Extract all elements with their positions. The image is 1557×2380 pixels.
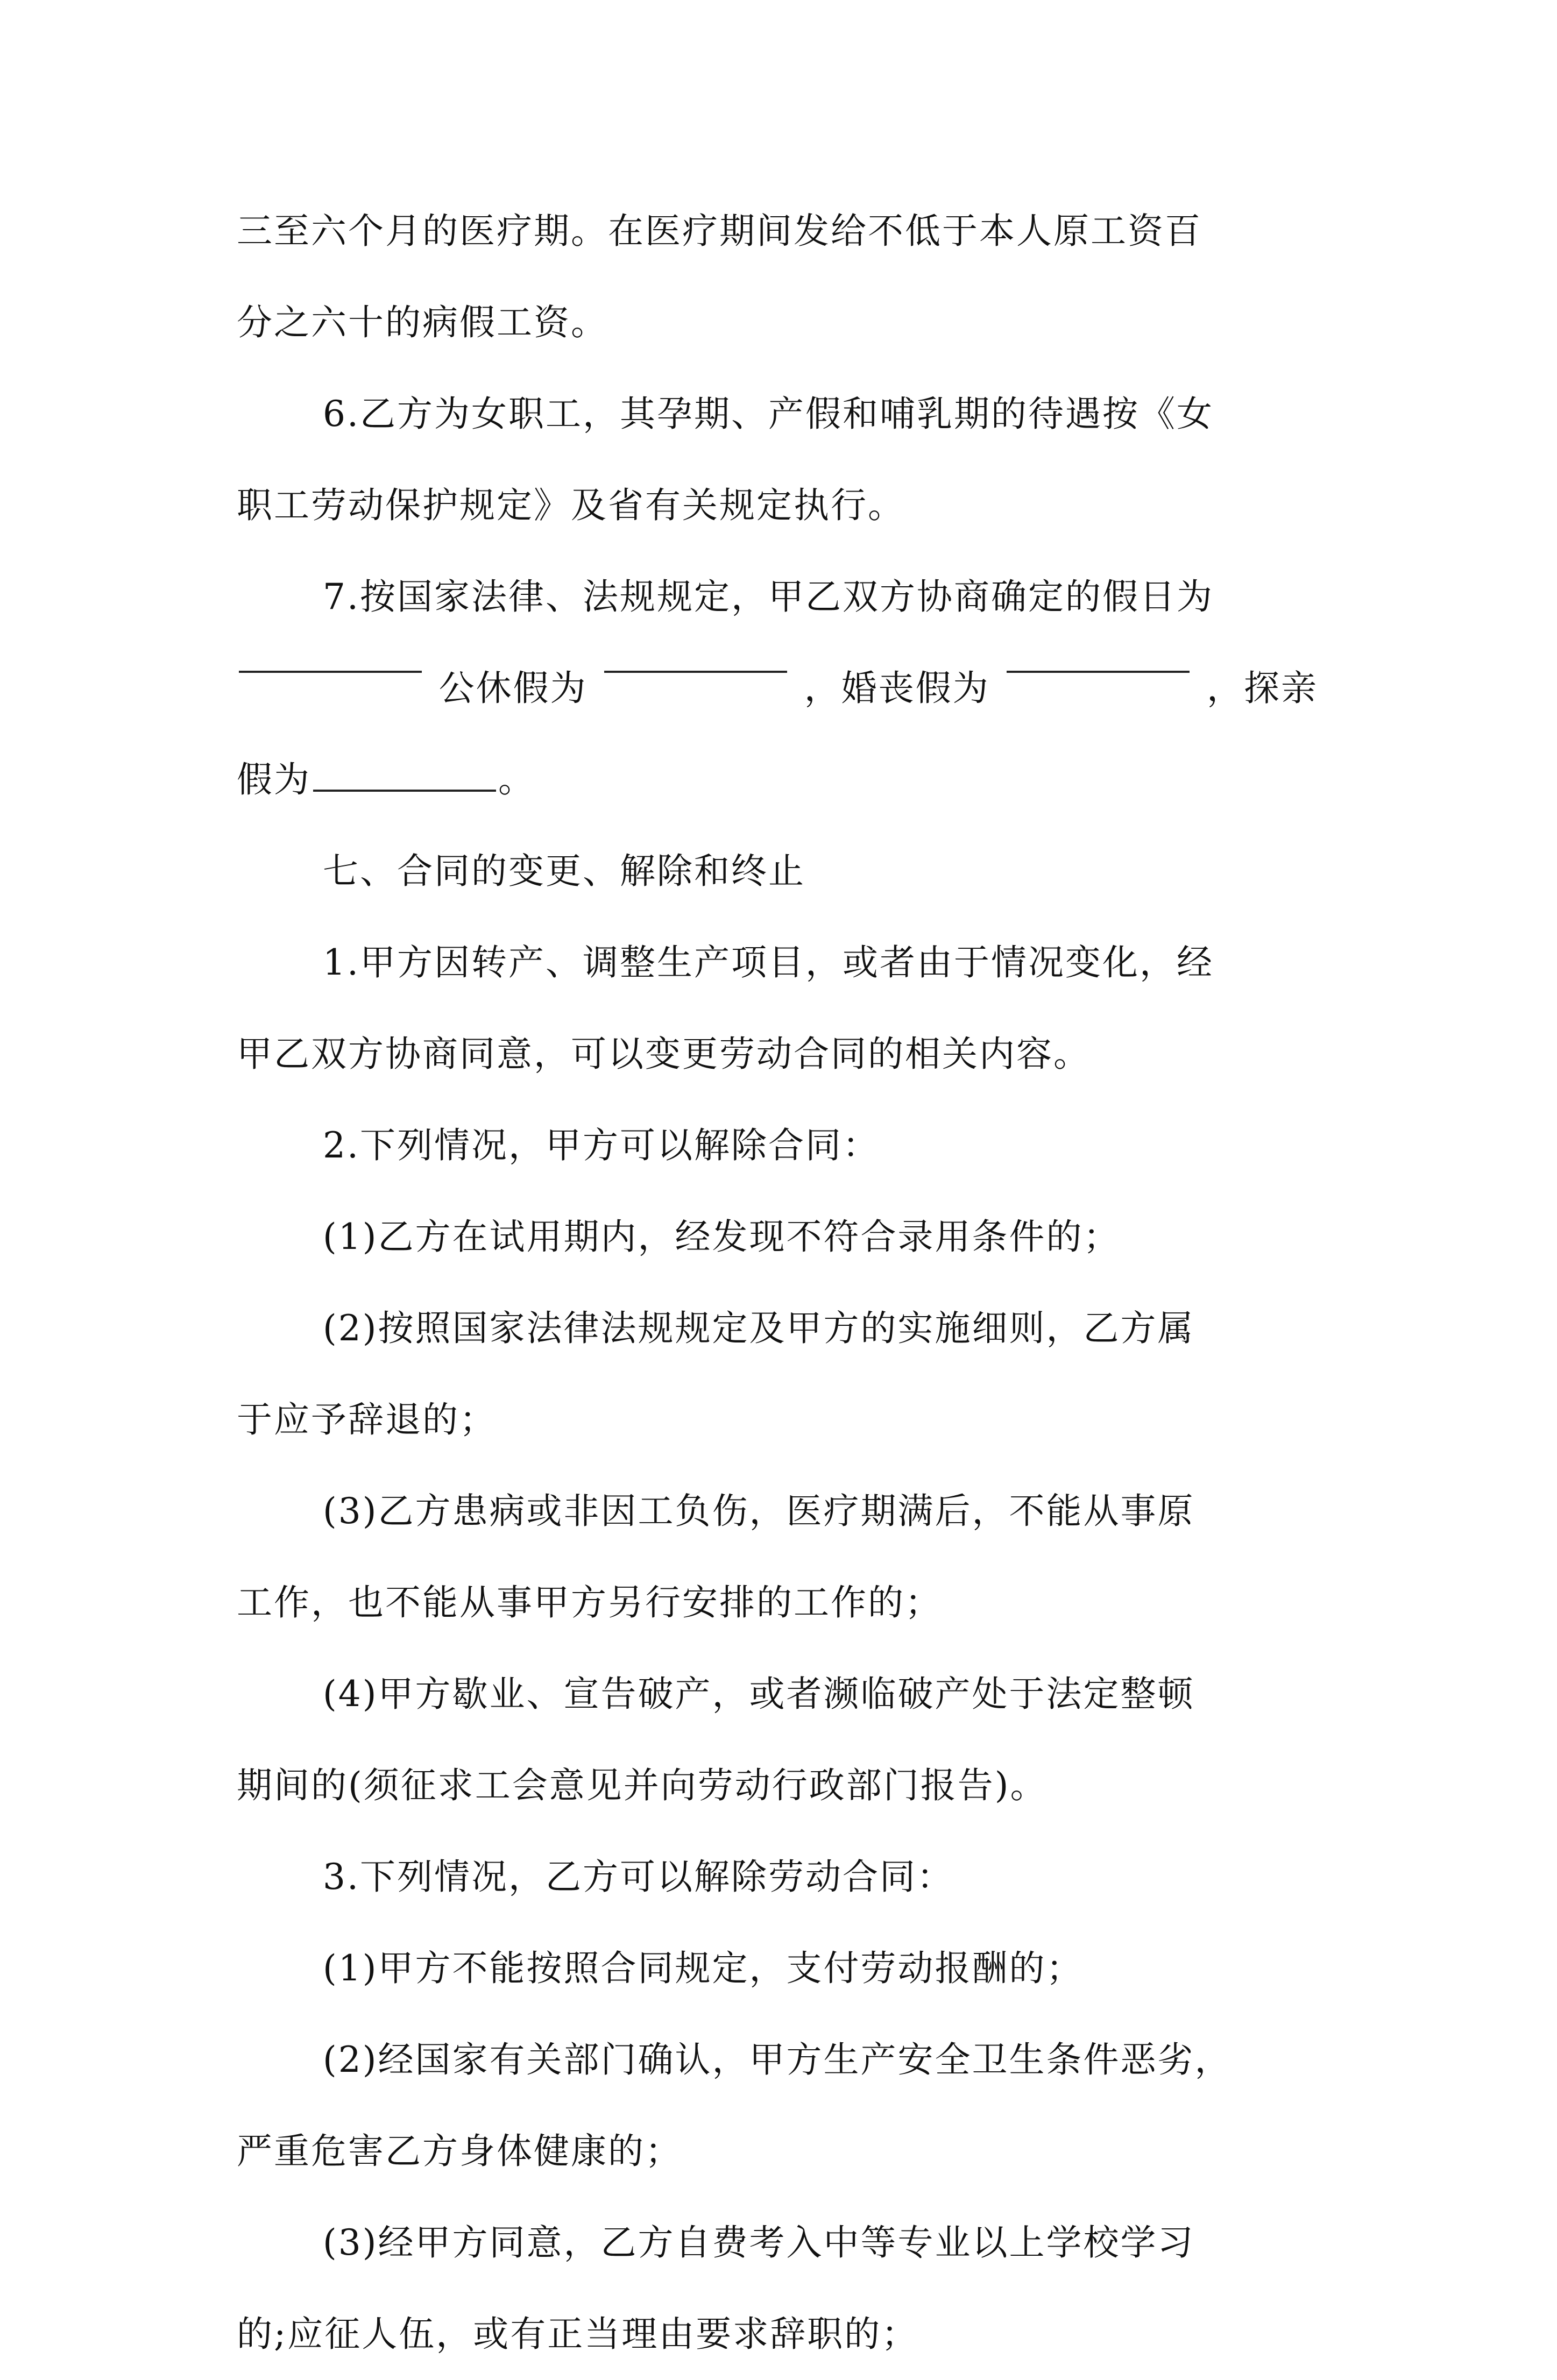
home-leave-blank[interactable] [313, 762, 496, 792]
paragraph-line: (1)甲方不能按照合同规定，支付劳动报酬的； [323, 1948, 1084, 1989]
home-leave-label: ，探亲 [1206, 667, 1318, 709]
paragraph-line: 严重危害乙方身体健康的； [237, 2130, 682, 2172]
public-holiday-label: 公休假为 [438, 667, 588, 709]
paragraph-line: (4)甲方歇业、宣告破产，或者濒临破产处于法定整顿 [323, 1673, 1195, 1715]
paragraph-line: (3)经甲方同意，乙方自费考入中等专业以上学校学习 [323, 2222, 1195, 2263]
holiday-fields [237, 643, 1318, 734]
marriage-funeral-label: ，婚丧假为 [804, 667, 990, 709]
statutory-holiday-blank[interactable] [239, 643, 422, 673]
paragraph-line: 工作，也不能从事甲方另行安排的工作的； [237, 1582, 942, 1623]
home-leave-line [237, 734, 535, 826]
paragraph-line: 的;应征人伍，或有正当理由要求辞职的； [237, 2313, 919, 2355]
sentence-end: 。 [498, 759, 535, 800]
paragraph-line: 期间的(须征求工会意见并向劳动行政部门报告)。 [237, 1765, 1048, 1806]
paragraph-line: 3.下列情况，乙方可以解除劳动合同： [323, 1856, 954, 1898]
paragraph-line: (1)乙方在试用期内，经发现不符合录用条件的； [323, 1216, 1121, 1258]
paragraph-line: (3)乙方患病或非因工负伤，医疗期满后，不能从事原 [323, 1490, 1195, 1532]
public-holiday-blank[interactable] [604, 643, 787, 673]
paragraph-line: 甲乙双方协商同意，可以变更劳动合同的相关内容。 [237, 1033, 1091, 1075]
paragraph-line: 1.甲方因转产、调整生产项目，或者由于情况变化，经 [323, 942, 1214, 983]
marriage-funeral-blank[interactable] [1007, 643, 1190, 673]
paragraph-line: 7.按国家法律、法规规定，甲乙双方协商确定的假日为 [323, 576, 1214, 617]
paragraph-line: (2)经国家有关部门确认，甲方生产安全卫生条件恶劣， [323, 2039, 1232, 2080]
paragraph-line: 6.乙方为女职工，其孕期、产假和哺乳期的待遇按《女 [323, 393, 1214, 435]
paragraph-line: 三至六个月的医疗期。在医疗期间发给不低于本人原工资百 [237, 210, 1202, 252]
paragraph-line: 职工劳动保护规定》及省有关规定执行。 [237, 485, 905, 526]
paragraph-line: 分之六十的病假工资。 [237, 302, 608, 343]
holiday-line [237, 643, 1318, 734]
paragraph-line: 于应予辞退的； [237, 1399, 497, 1440]
paragraph-line: (2)按照国家法律法规规定及甲方的实施细则，乙方属 [323, 1308, 1195, 1349]
home-leave-prefix: 假为 [237, 759, 311, 800]
paragraph-line: 2.下列情况，甲方可以解除合同： [323, 1125, 880, 1166]
section-heading: 七、合同的变更、解除和终止 [323, 850, 805, 892]
